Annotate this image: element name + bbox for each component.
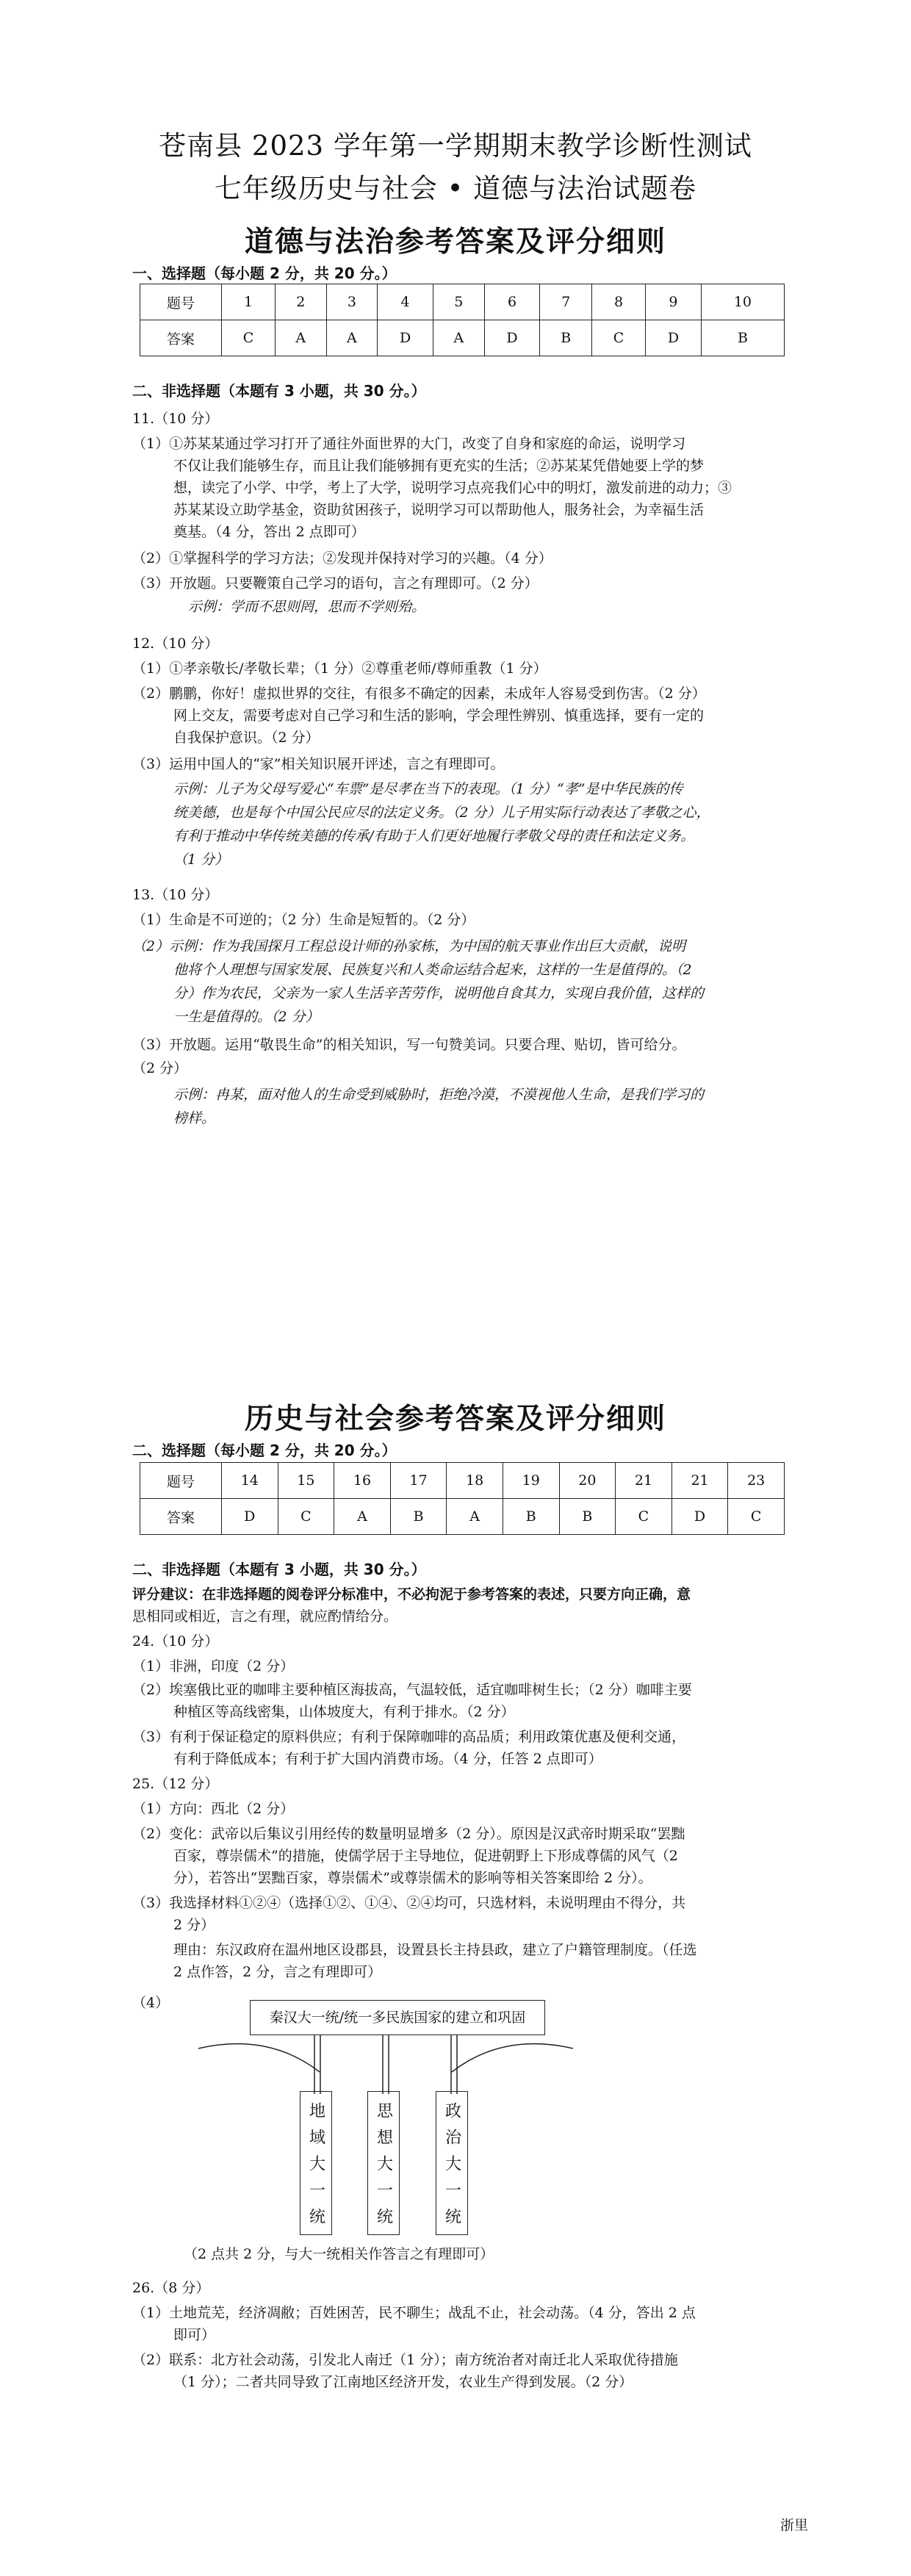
- q25-answer-1: （1）方向：西北（2 分）: [132, 1801, 295, 1817]
- q25-answer-2: （2）变化：武帝以后集议引用经传的数量明显增多（2 分）。原因是汉武帝时期采取“罢黜: [132, 1826, 685, 1842]
- q11-answer-1: 奠基。（4 分，答出 2 点即可）: [173, 524, 365, 540]
- question-number: 7: [540, 284, 592, 320]
- answer-cell: B: [540, 320, 592, 356]
- q25-answer-4-label: （4）: [132, 1995, 170, 2011]
- question-number: 3: [326, 284, 378, 320]
- footer-mark: 浙里: [779, 2517, 808, 2533]
- question-number: 17: [390, 1463, 447, 1499]
- question-number: 4: [378, 284, 433, 320]
- question-number: 2: [275, 284, 326, 320]
- q13-answer-2: （2）示例：作为我国探月工程总设计师的孙家栋，为中国的航天事业作出巨大贡献，说明: [132, 938, 686, 954]
- question-number: 6: [484, 284, 540, 320]
- diagram-pillar: [300, 2091, 332, 2235]
- q11-answer-1: 想，读完了小学、中学，考上了大学，说明学习点亮我们心中的明灯，激发前进的动力；③: [173, 480, 732, 496]
- q24-label: 24.（10 分）: [132, 1633, 219, 1649]
- q25-answer-2: 分），若答出“罢黜百家，尊崇儒术”或尊崇儒术的影响等相关答案即给 2 分）。: [173, 1870, 652, 1886]
- q11-answer-1: （1）①苏某某通过学习打开了通往外面世界的大门，改变了自身和家庭的命运，说明学习: [132, 436, 686, 452]
- answer-cell: B: [701, 320, 784, 356]
- q11-answer-1: 苏某某设立助学基金，资助贫困孩子，说明学习可以帮助他人，服务社会，为幸福生活: [173, 502, 705, 518]
- table-row: [140, 284, 785, 320]
- answer-cell: C: [278, 1499, 334, 1535]
- q26-answer-2: （2）联系：北方社会动荡，引发北人南迁（1 分）；南方统治者对南迁北人采取优待措施: [132, 2352, 678, 2368]
- grading-advice-line: 评分建议：在非选择题的阅卷评分标准中，不必拘泥于参考答案的表述，只要方向正确，意: [132, 1586, 691, 1602]
- q24-answer-1: （1）非洲，印度（2 分）: [132, 1658, 295, 1674]
- question-number: 14: [222, 1463, 278, 1499]
- q25-answer-2: 百家，尊崇儒术”的措施，使儒学居于主导地位，促进朝野上下形成尊儒的风气（2: [173, 1848, 678, 1864]
- answer-cell: A: [334, 1499, 391, 1535]
- grading-advice: [132, 1584, 691, 1605]
- q13-answer-3: （3）开放题。运用“敬畏生命”的相关知识，写一句赞美词。只要合理、贴切，皆可给分。: [132, 1037, 686, 1053]
- exam-title-line1: 苍南县 2023 学年第一学期期末教学诊断性测试: [159, 130, 752, 162]
- question-number: 18: [447, 1463, 503, 1499]
- exam-title-line2: 七年级历史与社会 • 道德与法治试题卷: [214, 173, 697, 204]
- q12-answer-1: （1）①孝亲敬长/孝敬长辈；（1 分）②尊重老师/尊师重教（1 分）: [132, 661, 547, 677]
- answer-cell: C: [616, 1499, 672, 1535]
- q11-answer-2: （2）①掌握科学的学习方法；②发现并保持对学习的兴趣。（4 分）: [132, 550, 552, 566]
- grading-advice-line: 思相同或相近，言之有理，就应酌情给分。: [132, 1608, 398, 1625]
- q25-answer-4-note: （2 点共 2 分，与大一统相关作答言之有理即可）: [184, 2246, 494, 2262]
- q26-answer-2: （1 分）；二者共同导致了江南地区经济开发，农业生产得到发展。（2 分）: [173, 2374, 633, 2390]
- q26-answer-1: 即可）: [173, 2327, 216, 2343]
- q24-answer-3: （3）有利于保证稳定的原料供应；有利于保障咖啡的高品质；利用政策优惠及便利交通，: [132, 1729, 686, 1745]
- q12-example: 示例：儿子为父母写爱心“车票”是尽孝在当下的表现。（1 分）“孝”是中华民族的传: [173, 781, 683, 797]
- question-number: 21: [671, 1463, 728, 1499]
- table-row: [140, 1499, 785, 1535]
- q12-answer-2: 自我保护意识。（2 分）: [173, 730, 320, 746]
- answer-cell: B: [390, 1499, 447, 1535]
- q11-label: 11.（10 分）: [132, 411, 219, 427]
- q12-example: （1 分）: [173, 852, 229, 868]
- question-number: 16: [334, 1463, 391, 1499]
- answer-cell: A: [326, 320, 378, 356]
- morality-section-title: 道德与法治参考答案及评分细则: [244, 226, 666, 259]
- row-label: 答案: [140, 1499, 222, 1535]
- diagram-curve-left: [198, 2044, 320, 2072]
- q11-answer-3: （3）开放题。只要鞭策自己学习的语句，言之有理即可。（2 分）: [132, 575, 539, 591]
- q24-answer-2: 种植区等高线密集，山体坡度大，有利于排水。（2 分）: [173, 1704, 515, 1720]
- row-label: 答案: [140, 320, 222, 356]
- question-number: 8: [592, 284, 646, 320]
- question-number: 20: [559, 1463, 616, 1499]
- question-number: 19: [503, 1463, 559, 1499]
- question-number: 5: [433, 284, 485, 320]
- question-number: 1: [222, 284, 276, 320]
- q25-answer-3: 理由：东汉政府在温州地区设郡县，设置县长主持县政，建立了户籍管理制度。（任选: [173, 1942, 697, 1958]
- question-number: 15: [278, 1463, 334, 1499]
- answer-cell: D: [378, 320, 433, 356]
- answer-cell: D: [671, 1499, 728, 1535]
- question-number: 21: [616, 1463, 672, 1499]
- answer-cell: C: [728, 1499, 785, 1535]
- q25-label: 25.（12 分）: [132, 1776, 219, 1792]
- q11-example: 示例：学而不思则罔，思而不学则殆。: [188, 599, 426, 615]
- q13-example: 榜样。: [173, 1110, 216, 1126]
- table-row: [140, 1463, 785, 1499]
- question-number: 10: [701, 284, 784, 320]
- q12-label: 12.（10 分）: [132, 636, 219, 652]
- diagram-pillar: [436, 2091, 468, 2235]
- diagram-curve-right: [452, 2044, 573, 2072]
- morality-answer-table: [140, 284, 785, 356]
- answer-cell: A: [275, 320, 326, 356]
- answer-cell: C: [592, 320, 646, 356]
- q24-answer-3: 有利于降低成本；有利于扩大国内消费市场。（4 分，任答 2 点即可）: [173, 1751, 602, 1767]
- q12-answer-2: （2）鹏鹏，你好！虚拟世界的交往，有很多不确定的因素，未成年人容易受到伤害。（2 分）: [132, 686, 706, 702]
- row-label: 题号: [140, 1463, 222, 1499]
- answer-cell: A: [433, 320, 485, 356]
- table-row: [140, 320, 785, 356]
- q25-answer-3: 2 分）: [173, 1917, 215, 1933]
- q12-example: 统美德，也是每个中国公民应尽的法定义务。（2 分）儿子用实际行动表达了孝敬之心，: [173, 805, 710, 821]
- answer-cell: B: [559, 1499, 616, 1535]
- history-part1-heading: 二、选择题（每小题 2 分，共 20 分。）: [132, 1442, 397, 1459]
- answer-cell: D: [646, 320, 702, 356]
- history-section-title: 历史与社会参考答案及评分细则: [244, 1403, 666, 1436]
- q25-answer-3: 2 点作答，2 分，言之有理即可）: [173, 1964, 382, 1980]
- q24-answer-2: （2）埃塞俄比亚的咖啡主要种植区海拔高，气温较低，适宜咖啡树生长；（2 分）咖啡主要: [132, 1682, 692, 1698]
- question-number: 9: [646, 284, 702, 320]
- q26-label: 26.（8 分）: [132, 2280, 210, 2296]
- q13-answer-3: （2 分）: [132, 1060, 188, 1076]
- answer-cell: D: [484, 320, 540, 356]
- diagram-pillar-label: 思想大一统: [374, 2102, 393, 2234]
- morality-part1-heading: 一、选择题（每小题 2 分，共 20 分。）: [132, 265, 397, 282]
- q13-example: 示例：冉某，面对他人的生命受到威胁时，拒绝冷漠，不漠视他人生命，是我们学习的: [173, 1087, 705, 1103]
- q12-answer-2: 网上交友，需要考虑对自己学习和生活的影响，学会理性辨别、慎重选择，要有一定的: [173, 708, 705, 724]
- history-answer-table: [140, 1462, 785, 1535]
- q13-answer-2: 一生是值得的。（2 分）: [173, 1009, 320, 1025]
- answer-cell: A: [447, 1499, 503, 1535]
- q13-answer-2: 他将个人理想与国家发展、民族复兴和人类命运结合起来，这样的一生是值得的。（2: [173, 962, 692, 978]
- q13-answer-1: （1）生命是不可逆的；（2 分）生命是短暂的。（2 分）: [132, 912, 475, 928]
- diagram-pillar-label: 政治大一统: [442, 2102, 461, 2234]
- q12-answer-3: （3）运用中国人的“家”相关知识展开评述，言之有理即可。: [132, 756, 505, 772]
- answer-cell: D: [222, 1499, 278, 1535]
- diagram-top-box: 秦汉大一统/统一多民族国家的建立和巩固: [250, 2000, 545, 2035]
- row-label: 题号: [140, 284, 222, 320]
- diagram-pillar: [367, 2091, 400, 2235]
- q13-answer-2: 分）作为农民，父亲为一家人生活辛苦劳作，说明他自食其力，实现自我价值，这样的: [173, 985, 705, 1001]
- q12-example: 有利于推动中华传统美德的传承/有助于人们更好地履行孝敬父母的责任和法定义务。: [173, 828, 695, 844]
- history-part2-heading: 二、非选择题（本题有 3 小题，共 30 分。）: [132, 1561, 426, 1578]
- q11-answer-1: 不仅让我们能够生存，而且让我们能够拥有更充实的生活；②苏某某凭借她要上学的梦: [173, 458, 705, 474]
- diagram-pillar-label: 地域大一统: [306, 2102, 325, 2234]
- morality-part2-heading: 二、非选择题（本题有 3 小题，共 30 分。）: [132, 382, 426, 400]
- q26-answer-1: （1）土地荒芜，经济凋敝；百姓困苦，民不聊生；战乱不止，社会动荡。（4 分，答出 2 点: [132, 2305, 696, 2321]
- q13-label: 13.（10 分）: [132, 887, 219, 903]
- answer-cell: B: [503, 1499, 559, 1535]
- question-number: 23: [728, 1463, 785, 1499]
- answer-cell: C: [222, 320, 276, 356]
- q25-answer-3: （3）我选择材料①②④（选择①②、①④、②④均可，只选材料，未说明理由不得分，共: [132, 1895, 686, 1911]
